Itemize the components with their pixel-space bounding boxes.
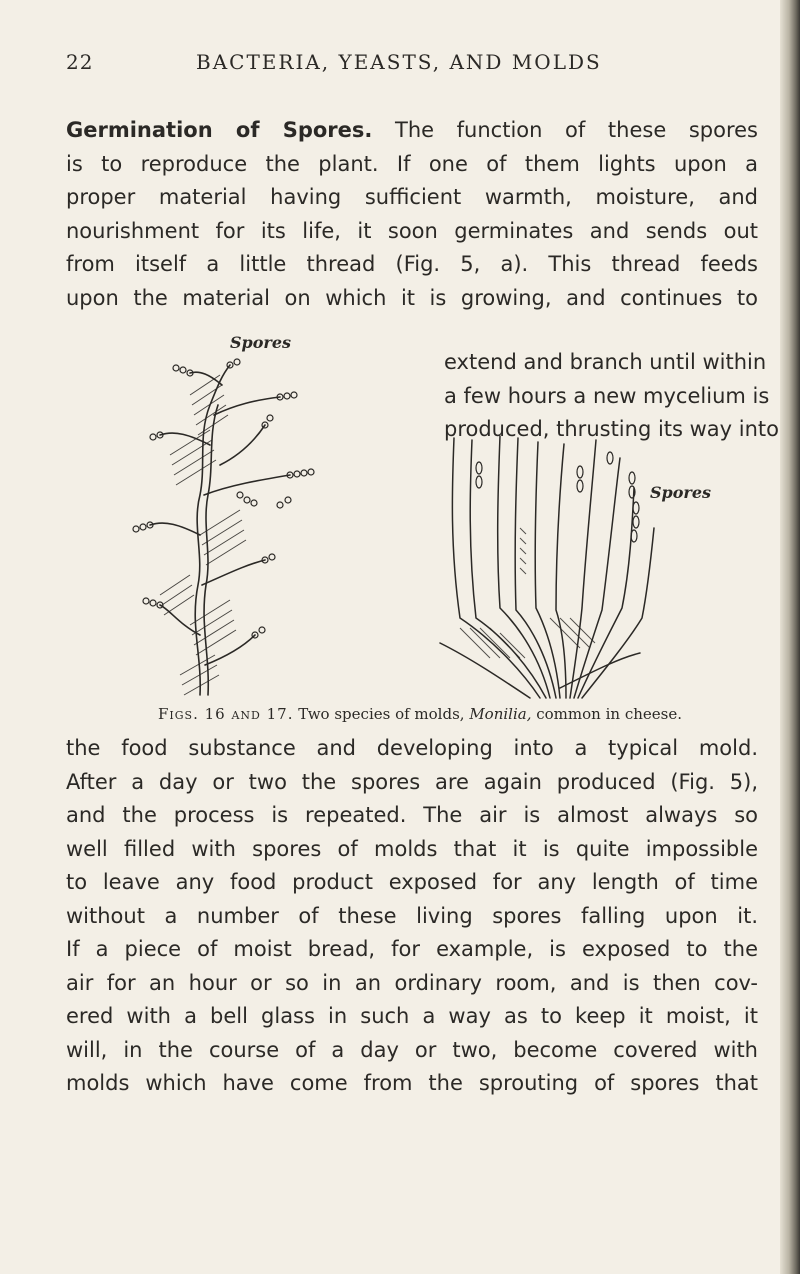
- text-line: to leave any food product exposed for any length of time: [66, 870, 758, 894]
- paragraph-germination: [66, 114, 758, 315]
- text-line: If a piece of moist bread, for example, is exposed to the: [66, 937, 758, 961]
- caption-genus: Monilia,: [469, 705, 532, 723]
- mold-illustration-right: [420, 428, 730, 708]
- text-line: the food substance and developing into a typical mold.: [66, 736, 758, 760]
- text-line: produced, thrusting its way into: [444, 417, 780, 441]
- run-in-heading: Germination of Spores.: [66, 118, 373, 142]
- paragraph-mold-development: [66, 732, 758, 1101]
- running-head: BACTERIA, YEASTS, AND MOLDS: [196, 50, 602, 74]
- caption-text: Two species of molds,: [293, 705, 470, 723]
- text-line: extend and branch until within: [444, 350, 767, 374]
- spores-label-right: Spores: [650, 483, 712, 502]
- text-line: air for an hour or so in an ordinary room, and is then cov-: [66, 970, 758, 995]
- text-line: ered with a bell glass in such a way as to keep it moist, it: [66, 1004, 758, 1028]
- text-line: is to reproduce the plant. If one of them lights upon a: [66, 151, 758, 176]
- text-line: upon the material on which it is growing, and continues to: [66, 285, 758, 310]
- text-line: proper material having sufficient warmth, moisture, and: [66, 185, 758, 209]
- text-line: nourishment for its life, it soon germinates and sends out: [66, 218, 758, 243]
- text-line: without a number of these living spores falling upon it.: [66, 903, 758, 928]
- caption-text-end: common in cheese.: [531, 705, 682, 723]
- page-edge-shadow: [780, 0, 800, 1274]
- page-header: [0, 50, 800, 90]
- figure-caption: [110, 705, 730, 723]
- text-line: will, in the course of a day or two, become covered with: [66, 1037, 758, 1062]
- text-line: After a day or two the spores are again produced (Fig. 5),: [66, 769, 758, 794]
- figure-16-monilia: [130, 335, 340, 705]
- text-line: molds which have come from the sprouting of spores that: [66, 1071, 758, 1095]
- mold-illustration-left: [130, 335, 340, 705]
- text-line: a few hours a new mycelium is: [444, 383, 770, 408]
- page-number: 22: [66, 50, 94, 74]
- figure-17-monilia: [420, 428, 730, 708]
- text-line: [66, 114, 758, 148]
- text-line: well filled with spores of molds that it is quite impossible: [66, 836, 758, 861]
- spores-label-left: Spores: [230, 333, 292, 352]
- text-line: and the process is repeated. The air is almost always so: [66, 803, 758, 827]
- caption-prefix: Figs. 16 and 17.: [158, 705, 294, 723]
- text-line: from itself a little thread (Fig. 5, a). This thread feeds: [66, 252, 758, 276]
- text-fragment: The function of these spores: [372, 118, 758, 142]
